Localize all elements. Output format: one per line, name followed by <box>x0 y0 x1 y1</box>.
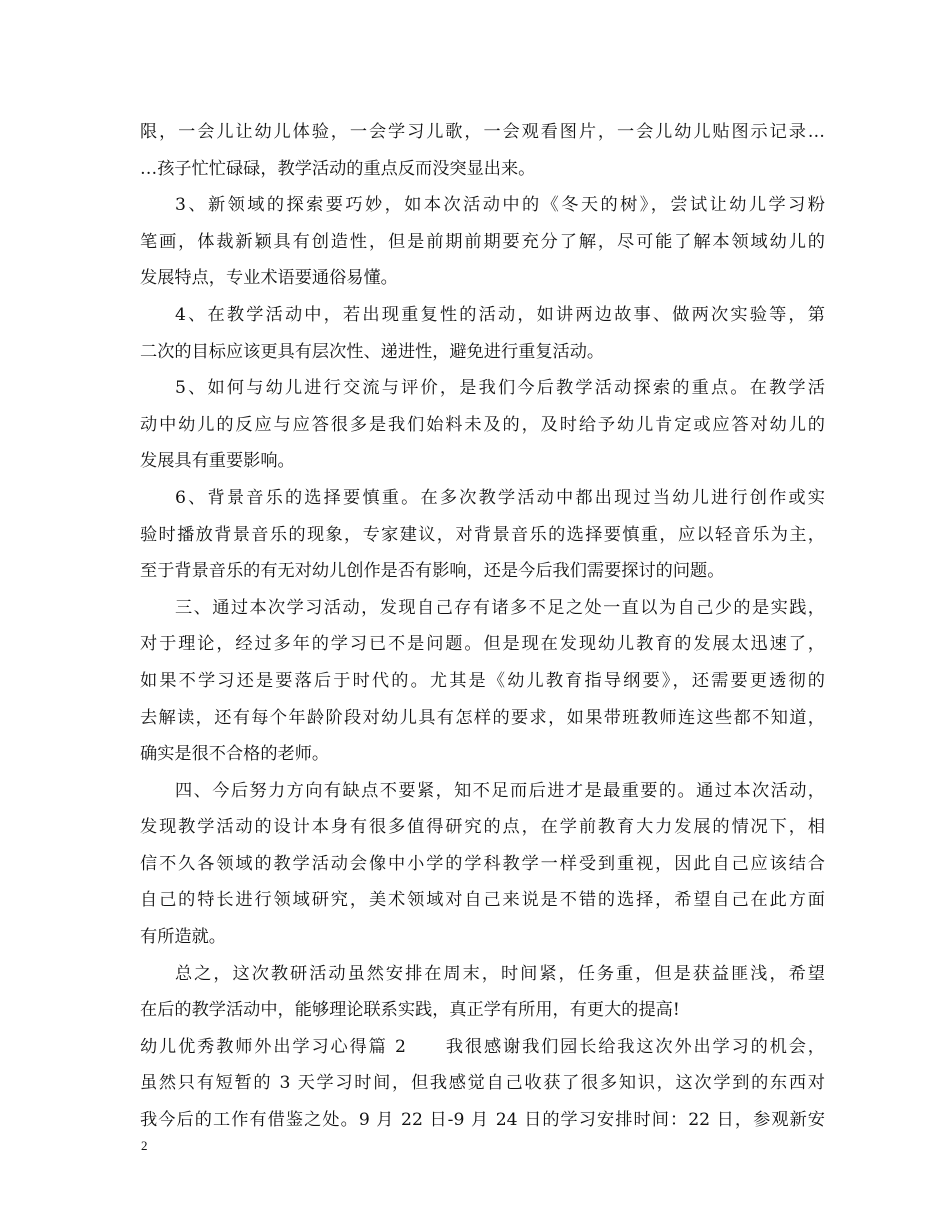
text-line: 发展具有重要影响。 <box>140 451 295 472</box>
text-line: 动中幼儿的反应与应答很多是我们始料未及的，及时给予幼儿肯定或应答对幼儿的 <box>140 414 825 435</box>
document-body <box>140 114 825 1139</box>
text-line: 笔画，体裁新颖具有创造性，但是前期前期要充分了解，尽可能了解本领域幼儿的 <box>140 231 825 252</box>
text-line: 对于理论，经过多年的学习已不是问题。但是现在发现幼儿教育的发展太迅速了， <box>140 634 825 655</box>
text-line: 二次的目标应该更具有层次性、递进性，避免进行重复活动。 <box>140 341 605 362</box>
text-line: 四、今后努力方向有缺点不要紧，知不足而后进才是最重要的。通过本次活动， <box>175 780 825 801</box>
text-line: 限，一会儿让幼儿体验，一会学习儿歌，一会观看图片，一会儿幼儿贴图示记录… <box>140 122 825 142</box>
text-line: 3、新领域的探索要巧妙，如本次活动中的《冬天的树》，尝试让幼儿学习粉 <box>175 195 825 216</box>
text-line: 验时播放背景音乐的现象，专家建议，对背景音乐的选择要慎重，应以轻音乐为主， <box>140 524 825 545</box>
text-line: 总之，这次教研活动虽然安排在周末，时间紧，任务重，但是获益匪浅，希望 <box>175 963 825 984</box>
text-line: 如果不学习还是要落后于时代的。尤其是《幼儿教育指导纲要》，还需要更透彻的 <box>140 670 825 691</box>
text-line: 虽然只有短暂的 3 天学习时间，但我感觉自己收获了很多知识，这次学到的东西对 <box>140 1073 825 1094</box>
text-line: 6、背景音乐的选择要慎重。在多次教学活动中都出现过当幼儿进行创作或实 <box>175 487 825 508</box>
text-line: 4、在教学活动中，若出现重复性的活动，如讲两边故事、做两次实验等，第 <box>175 304 825 325</box>
text-line: 5、如何与幼儿进行交流与评价，是我们今后教学活动探索的重点。在教学活 <box>175 378 825 399</box>
text-line: 至于背景音乐的有无对幼儿创作是否有影响，还是今后我们需要探讨的问题。 <box>140 561 725 582</box>
text-line: 自己的特长进行领域研究，美术领域对自己来说是不错的选择，希望自己在此方面 <box>140 890 825 911</box>
text-line: 在后的教学活动中，能够理论联系实践，真正学有所用，有更大的提高! <box>140 1000 680 1021</box>
text-line: 信不久各领域的教学活动会像中小学的学科教学一样受到重视，因此自己应该结合 <box>140 853 825 874</box>
text-line: 有所造就。 <box>140 927 226 948</box>
text-line: 去解读，还有每个年龄阶段对幼儿具有怎样的要求，如果带班教师连这些都不知道， <box>140 707 825 728</box>
text-line: 发现教学活动的设计本身有很多值得研究的点，在学前教育大力发展的情况下，相 <box>140 817 825 838</box>
text-line: 三、通过本次学习活动，发现自己存有诸多不足之处一直以为自己少的是实践， <box>175 597 825 618</box>
text-line: 我今后的工作有借鉴之处。9 月 22 日-9 月 24 日的学习安排时间：22 日，参观新安 <box>140 1110 825 1131</box>
text-line: 确实是很不合格的老师。 <box>140 744 330 765</box>
text-line: …孩子忙忙碌碌，教学活动的重点反而没突显出来。 <box>140 158 536 179</box>
text-line: 发展特点，专业术语要通俗易懂。 <box>140 268 398 289</box>
text-line: 幼儿优秀教师外出学习心得篇 2 我很感谢我们园长给我这次外出学习的机会， <box>140 1036 825 1057</box>
page-number: 2 <box>141 1138 148 1153</box>
